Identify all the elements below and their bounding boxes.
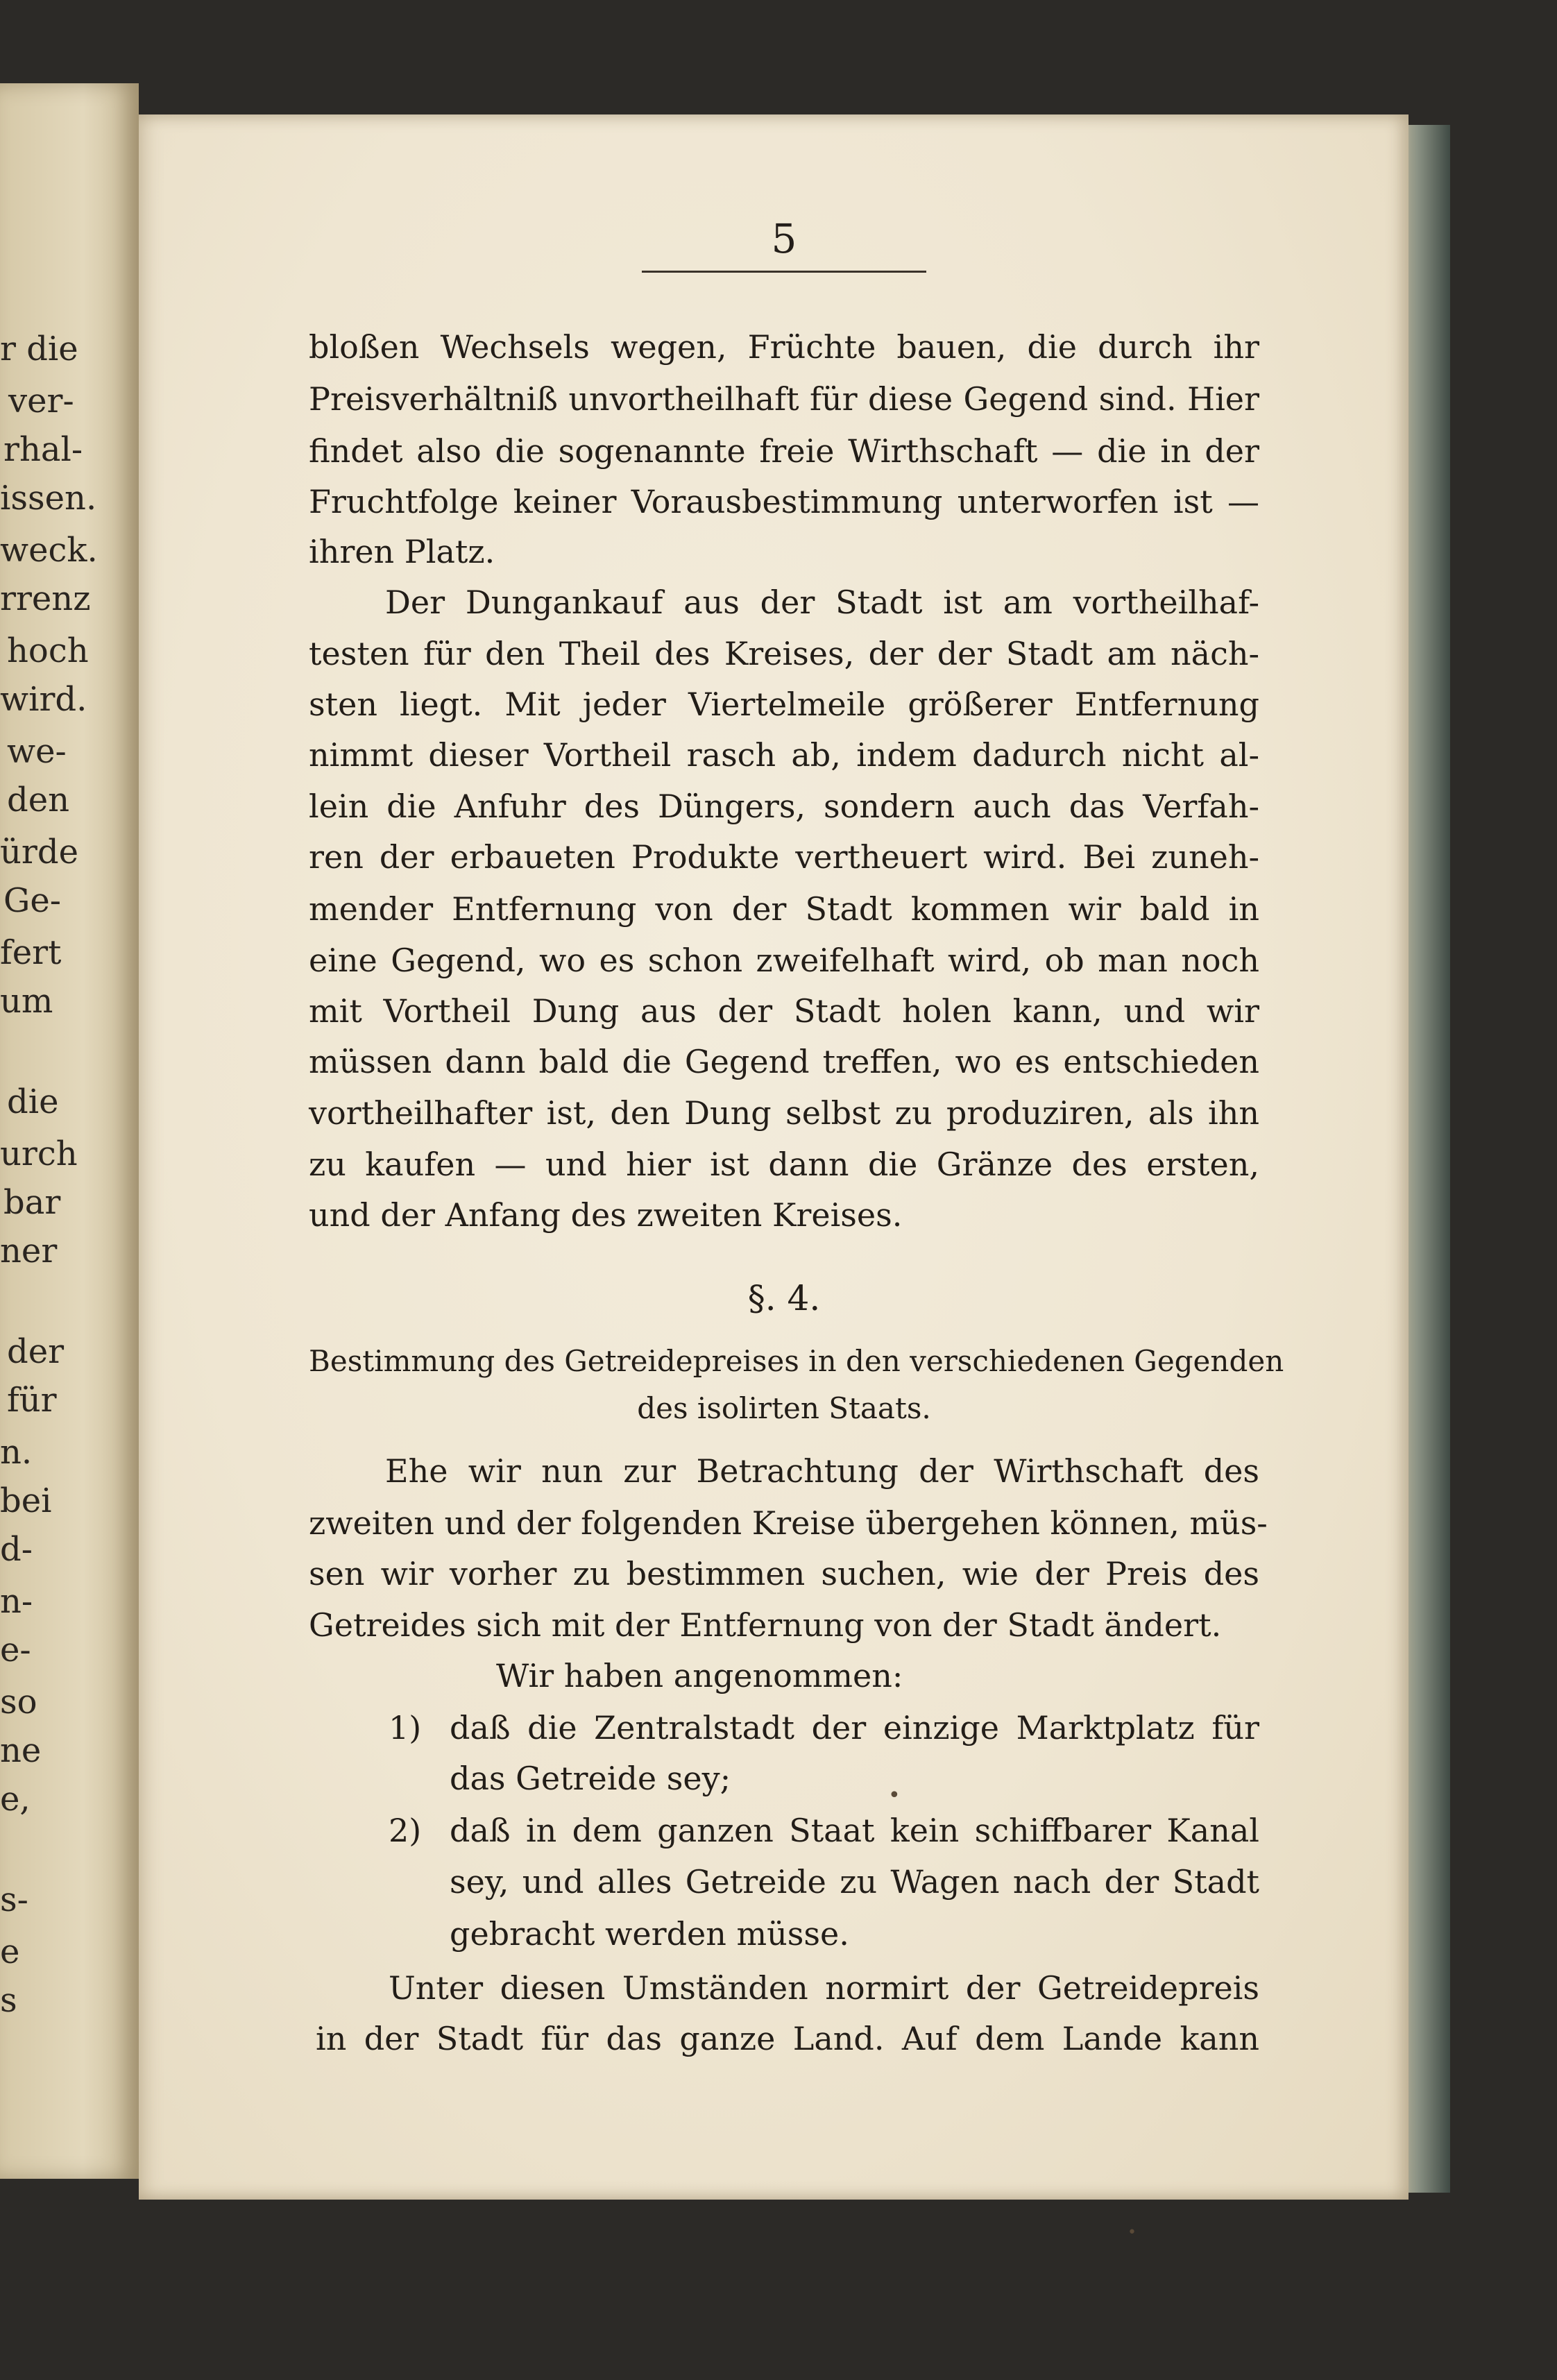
left-page-fragment: der (7, 1332, 65, 1371)
left-page-fragment: ner (0, 1232, 58, 1270)
text-line: zu kaufen — und hier ist dann die Gränze des ersten, (309, 1146, 1259, 1183)
left-page-fragment: we- (7, 732, 67, 771)
left-page-fragment: fert (0, 933, 62, 972)
text-line: mender Entfernung von der Stadt kommen wir bald in (309, 890, 1259, 928)
left-page-fragment: so (0, 1683, 37, 1722)
text-line: eine Gegend, wo es schon zweifelhaft wird, ob man noch (309, 942, 1259, 979)
left-page-fragment: ver- (8, 382, 74, 420)
left-page-fragment: e- (0, 1631, 31, 1669)
left-page-fragment: Ge- (3, 881, 61, 920)
text-line: ihren Platz. (309, 533, 495, 570)
text-line: Preisverhältniß unvortheilhaft für diese Gegend sind. Hier (309, 380, 1259, 418)
left-page-fragment: ne (0, 1731, 42, 1770)
text-line: vortheilhafter ist, den Dung selbst zu produziren, als ihn (309, 1094, 1259, 1132)
text-line: findet also die sogenannte freie Wirthschaft — die in der (309, 432, 1259, 470)
text-line: zweiten und der folgenden Kreise übergehen können, müs- (309, 1504, 1268, 1542)
left-page-fragment: s- (0, 1880, 28, 1919)
left-page-fragment: n. (0, 1433, 33, 1472)
section-title: des isolirten Staats. (637, 1391, 931, 1425)
text-line: müssen dann bald die Gegend treffen, wo es entschieden (309, 1043, 1259, 1080)
section-number: §. 4. (747, 1278, 821, 1318)
left-page-edge (0, 83, 139, 2179)
list-item-line: sey, und alles Getreide zu Wagen nach der Stadt (450, 1863, 1259, 1901)
left-page-fragment: n- (0, 1582, 33, 1621)
text-line: in der Stadt für das ganze Land. Auf dem Lande kann (316, 2020, 1259, 2057)
left-page-fragment: für (7, 1381, 57, 1420)
left-page-fragment: e, (0, 1780, 31, 1819)
left-page-fragment: d- (0, 1530, 33, 1569)
text-line: testen für den Theil des Kreises, der der Stadt am näch- (309, 635, 1259, 672)
header-rule (642, 271, 926, 273)
text-line: sten liegt. Mit jeder Viertelmeile größerer Entfernung (309, 686, 1259, 723)
list-item-line: das Getreide sey; (450, 1760, 731, 1797)
left-page-fragment: weck. (0, 531, 98, 570)
left-page-fragment: ürde (0, 833, 78, 872)
text-line: Ehe wir nun zur Betrachtung der Wirthschaft des (385, 1452, 1259, 1490)
left-page-fragment: bei (0, 1481, 52, 1520)
left-page-fragment: die (7, 1082, 59, 1121)
left-page-fragment: e (0, 1932, 20, 1971)
left-page-fragment: bar (3, 1183, 61, 1222)
text-line: Wir haben angenommen: (496, 1657, 903, 1694)
text-line: Unter diesen Umständen normirt der Getreidepreis (389, 1969, 1259, 2007)
ink-speck: • (1128, 2224, 1137, 2241)
text-line: mit Vortheil Dung aus der Stadt holen kann, und wir (309, 992, 1259, 1030)
text-line: lein die Anfuhr des Düngers, sondern auch das Verfah- (309, 788, 1259, 825)
left-page-fragment: um (0, 982, 53, 1021)
left-page-fragment: r die (0, 330, 78, 368)
left-page-fragment: issen. (0, 479, 97, 518)
text-line: und der Anfang des zweiten Kreises. (309, 1196, 903, 1234)
list-item-line: gebracht werden müsse. (450, 1915, 849, 1953)
page-number: 5 (771, 215, 797, 262)
left-page-fragment: rhal- (3, 430, 83, 469)
left-page-fragment: urch (0, 1134, 78, 1173)
text-line: sen wir vorher zu bestimmen suchen, wie der Preis des (309, 1555, 1259, 1592)
section-title: Bestimmung des Getreidepreises in den verschiedenen Gegenden (309, 1344, 1284, 1378)
ink-speck: • (888, 1783, 901, 1808)
text-line: Der Dungankauf aus der Stadt ist am vortheilhaf- (385, 584, 1259, 621)
left-page-fragment: hoch (7, 631, 89, 670)
text-line: bloßen Wechsels wegen, Früchte bauen, die durch ihr (309, 328, 1259, 366)
left-page-fragment: wird. (0, 680, 87, 719)
text-line: Fruchtfolge keiner Vorausbestimmung unterworfen ist — (309, 483, 1259, 520)
left-page-fragment: rrenz (0, 579, 91, 618)
left-page-fragment: den (7, 781, 70, 819)
text-line: Getreides sich mit der Entfernung von der Stadt ändert. (309, 1606, 1222, 1644)
list-number: 2) (389, 1812, 422, 1849)
list-number: 1) (389, 1709, 422, 1746)
left-page-fragment: s (0, 1981, 17, 2020)
list-item-line: daß die Zentralstadt der einzige Marktplatz für (450, 1709, 1259, 1746)
list-item-line: daß in dem ganzen Staat kein schiffbarer Kanal (450, 1812, 1259, 1849)
text-line: nimmt dieser Vortheil rasch ab, indem dadurch nicht al- (309, 736, 1259, 774)
text-line: ren der erbaueten Produkte vertheuert wird. Bei zuneh- (309, 838, 1259, 876)
